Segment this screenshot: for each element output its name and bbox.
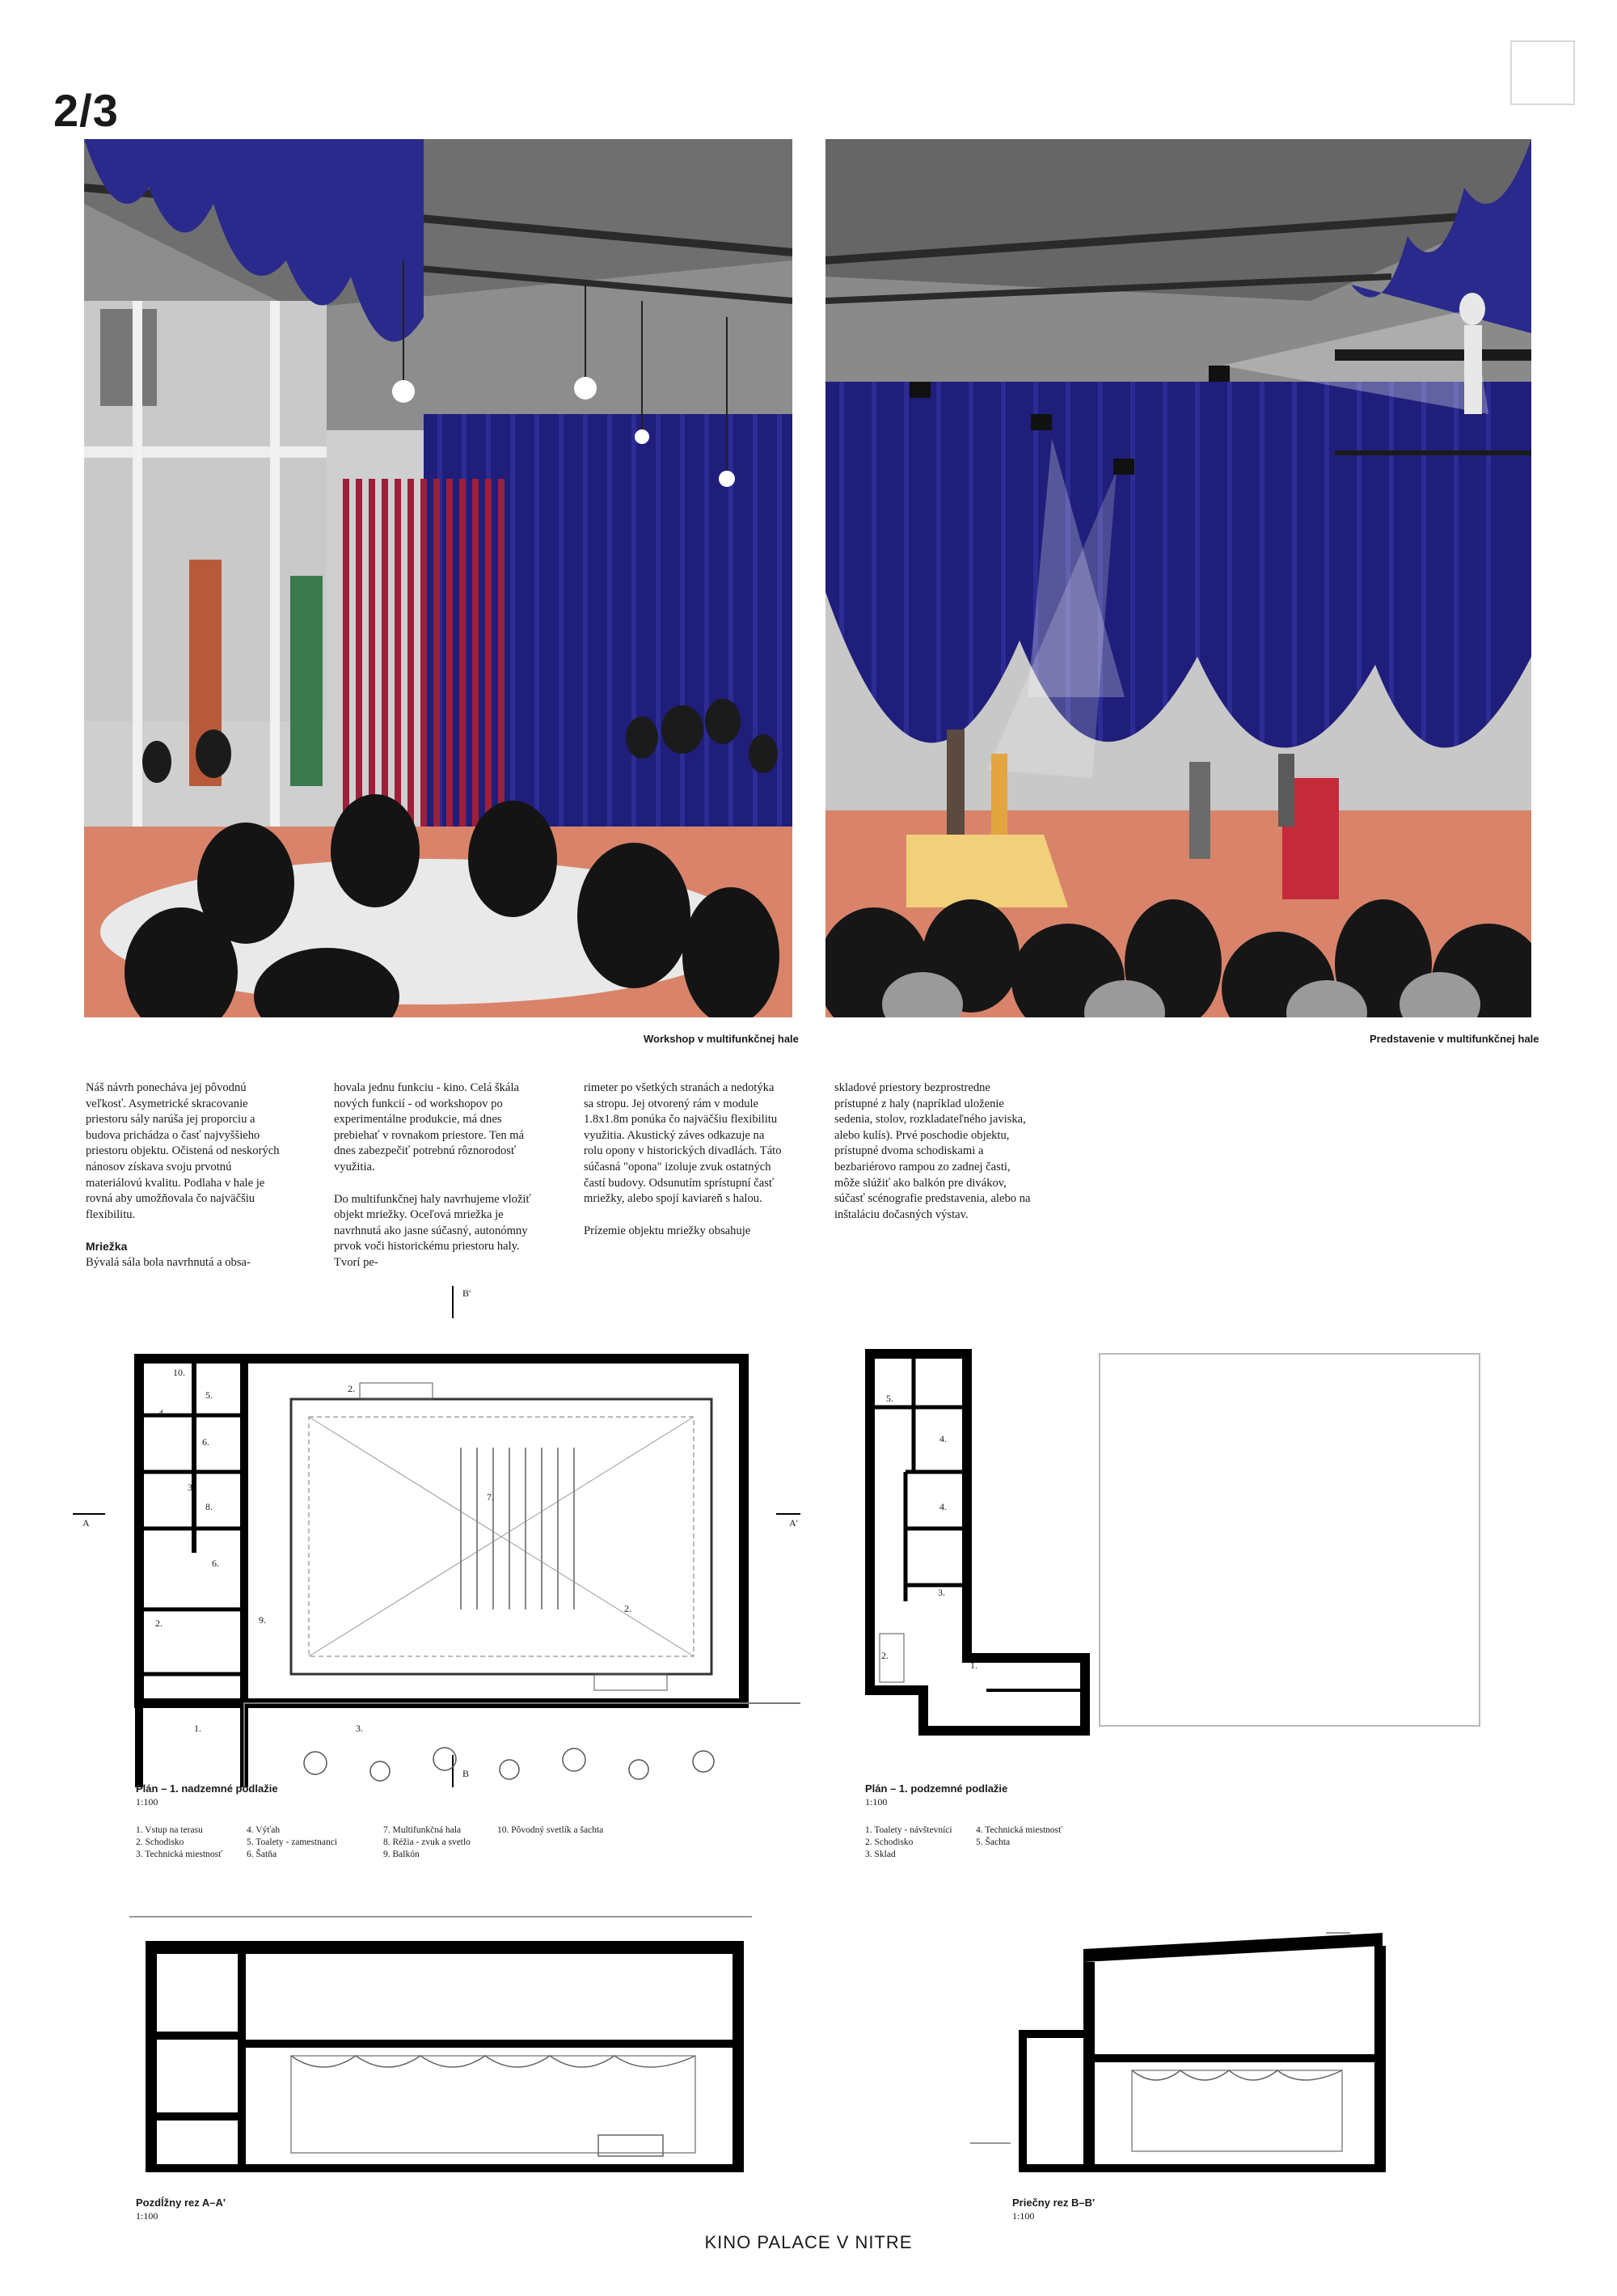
plan1-legend-item: 9. Balkón xyxy=(383,1850,420,1859)
plan-ground-floor-drawing xyxy=(73,1286,800,1787)
plan1-legend-col4 xyxy=(497,1825,603,1837)
plan1-legend-item: 7. Multifunkčná hala xyxy=(383,1825,462,1835)
text-col1-heading: Mriežka xyxy=(86,1240,128,1254)
plan2-room-2: 2. xyxy=(881,1650,889,1661)
plan-basement-drawing xyxy=(857,1343,1488,1763)
render-performance-illustration xyxy=(825,139,1531,1017)
plan2-room-3: 3. xyxy=(938,1587,945,1598)
section1-scale: 1:100 xyxy=(136,2210,158,2222)
plan2-room-5: 5. xyxy=(886,1393,893,1404)
plan1-room-9: 9. xyxy=(259,1614,266,1626)
plan2-scale: 1:100 xyxy=(865,1796,888,1808)
plan1-scale: 1:100 xyxy=(136,1796,158,1808)
plan1-title: Plán – 1. nadzemné podlažie xyxy=(136,1782,278,1795)
render-workshop xyxy=(84,139,792,1017)
section2-title: Priečny rez B–B' xyxy=(1012,2197,1096,2209)
plan2-legend-col2 xyxy=(976,1825,1062,1849)
plan1-room-10: 10. xyxy=(173,1367,185,1378)
plan2-room-4a: 4. xyxy=(939,1433,947,1444)
text-column-1 xyxy=(86,1080,288,1288)
plan1-room-2b: 2. xyxy=(348,1383,355,1394)
corner-box xyxy=(1510,40,1575,105)
section1-title: Pozdĺžny rez A–A' xyxy=(136,2197,226,2209)
plan2-room-4b: 4. xyxy=(939,1501,947,1512)
plan1-room-2c: 2. xyxy=(624,1603,631,1614)
plan1-room-1: 1. xyxy=(194,1723,201,1734)
text-column-4 xyxy=(834,1080,1036,1239)
plan1-legend-item: 1. Vstup na terasu xyxy=(136,1825,203,1835)
plan1-room-5: 5. xyxy=(205,1389,213,1401)
plan1-legend-col1 xyxy=(136,1825,222,1861)
plan2-legend-item: 2. Schodisko xyxy=(865,1837,914,1847)
plan1-section-b-prime: B' xyxy=(462,1288,471,1299)
text-col1-para1: Náš návrh ponecháva jej pôvodnú veľkosť. Asymetrické skracovanie priestoru sály narúša jej proporciu a budova prichádza o časť najvyššieho priestoru objektu. Očistená od neskorých nánosov získava svoju prvotnú materiálovú kvalitu. Podlaha v hale je rovná aby umožňovala čo najväčšiu flexibilitu. xyxy=(86,1081,280,1221)
section-longitudinal-drawing xyxy=(121,1901,768,2175)
plan2-legend-col1 xyxy=(865,1825,952,1861)
text-col4-para1: skladové priestory bezprostredne prístupné z haly (napríklad uloženie sedenia, stolov, rozkladateľného javiska, alebo kulís). Prvé poschodie objektu, prístupné dvoma schodiskami a bezbariérovo rampou zo zadnej časti, môže slúžiť ako balkón pre divákov, súčasť scénografie predstavenia, alebo na inštaláciu dočasných výstav. xyxy=(834,1081,1031,1221)
plan1-legend-item: 10. Pôvodný svetlík a šachta xyxy=(497,1825,604,1835)
plan1-legend-item: 5. Toalety - zamestnanci xyxy=(247,1837,338,1847)
plan1-room-6b: 6. xyxy=(212,1558,219,1569)
plan1-legend-item: 2. Schodisko xyxy=(136,1837,184,1847)
page-number: 2/3 xyxy=(53,85,119,136)
plan1-legend-col2 xyxy=(247,1825,337,1861)
text-column-3 xyxy=(584,1080,786,1255)
project-title: KINO PALACE V NITRE xyxy=(704,2232,913,2252)
text-col3-para1: rimeter po všetkých stranách a nedotýka sa stropu. Jej otvorený rám v module 1.8x1.8m ponúka čo najväčšiu flexibilitu využitia. Akustický záves odkazuje na rolu opony v historických divadlách. Táto súčasná "opona" izoluje zvuk ostatných častí budovy. Odsunutím sprístupní časť mriežky, alebo spojí kaviareň s halou. xyxy=(584,1081,782,1206)
text-col1-para2: Bývalá sála bola navrhnutá a obsa- xyxy=(86,1255,251,1269)
plan2-legend-item: 5. Šachta xyxy=(976,1837,1011,1847)
plan1-room-2a: 2. xyxy=(155,1617,163,1629)
render-workshop-illustration xyxy=(84,139,792,1017)
plan1-room-4: 4. xyxy=(158,1407,166,1419)
plan1-legend-col3 xyxy=(383,1825,471,1861)
plan1-room-8: 8. xyxy=(205,1501,213,1512)
plan2-legend-item: 1. Toalety - návštevníci xyxy=(865,1825,952,1835)
plan2-room-1: 1. xyxy=(970,1660,977,1671)
text-col3-para2: Prízemie objektu mriežky obsahuje xyxy=(584,1224,751,1237)
plan2-legend-item: 4. Technická miestnosť xyxy=(976,1825,1063,1835)
text-col2-para2: Do multifunkčnej haly navrhujeme vložiť objekt mriežky. Oceľová mriežka je navrhnutá ako jasne súčasný, autonómny prvok voči historickému priestoru haly. Tvorí pe- xyxy=(334,1192,531,1269)
text-col2-para1: hovala jednu funkciu - kino. Celá škála nových funkcií - od workshopov po experimentálne produkcie, má dnes prebiehať v rovnakom priestore. Ten má dnes zabezpečiť potrebnú rôznorodosť využitia. xyxy=(334,1081,525,1173)
plan2-legend-item: 3. Sklad xyxy=(865,1850,896,1859)
plan1-room-6a: 6. xyxy=(202,1436,209,1448)
plan1-section-b: B xyxy=(462,1768,470,1779)
section2-scale: 1:100 xyxy=(1012,2210,1035,2222)
plan1-room-3b: 3. xyxy=(356,1723,363,1734)
plan-ground-floor xyxy=(73,1286,800,1787)
plan1-room-3: 3. xyxy=(188,1482,195,1493)
render-caption-performance: Predstavenie v multifunkčnej hale xyxy=(1370,1033,1539,1045)
plan1-legend-item: 8. Réžia - zvuk a svetlo xyxy=(383,1837,471,1847)
plan1-section-a: A xyxy=(82,1517,90,1529)
section-transverse xyxy=(962,1901,1415,2175)
section-transverse-drawing xyxy=(962,1901,1415,2175)
text-column-2 xyxy=(334,1080,536,1288)
plan1-room-7: 7. xyxy=(487,1491,494,1503)
plan1-legend-item: 6. Šatňa xyxy=(247,1850,277,1859)
section-longitudinal xyxy=(121,1901,768,2175)
plan1-legend-item: 4. Výťah xyxy=(247,1825,281,1835)
plan-basement xyxy=(857,1343,1488,1763)
plan2-title: Plán – 1. podzemné podlažie xyxy=(865,1782,1008,1795)
render-caption-workshop: Workshop v multifunkčnej hale xyxy=(644,1033,799,1045)
plan1-section-a-prime: A' xyxy=(789,1517,798,1529)
plan1-legend-item: 3. Technická miestnosť xyxy=(136,1850,223,1859)
render-performance xyxy=(825,139,1531,1017)
